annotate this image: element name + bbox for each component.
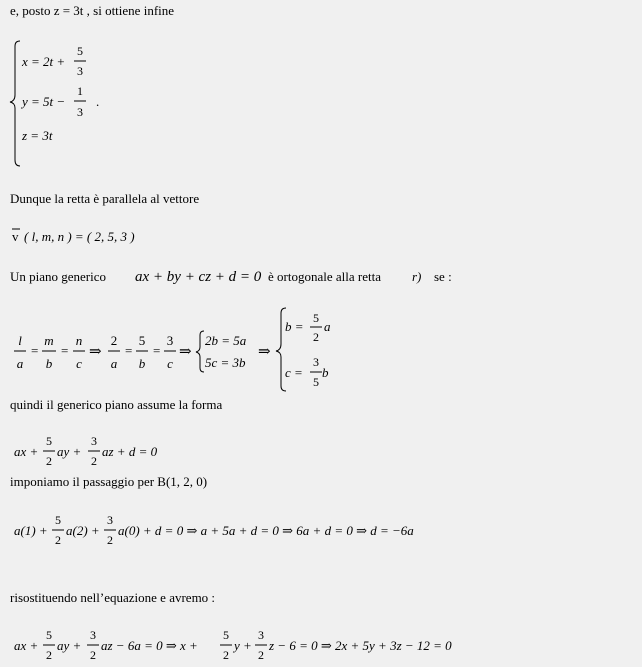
parallel-line: Dunque la retta è parallela al vettore [10, 191, 200, 206]
svg-text:b: b [322, 365, 329, 380]
svg-text:2: 2 [91, 454, 97, 468]
system-2-brace [196, 331, 204, 372]
svg-text:a(0) + d = 0 ⇒ a + 5a + d = 0: a(0) + d = 0 ⇒ a + 5a + d = 0 ⇒ 6a + d = 0 ⇒ d = −6a [118, 523, 414, 538]
svg-text:2: 2 [46, 648, 52, 662]
svg-text:2: 2 [223, 648, 229, 662]
svg-text:=: = [153, 343, 161, 358]
svg-text:2: 2 [107, 533, 113, 547]
svg-text:c: c [167, 356, 173, 371]
svg-text:5: 5 [46, 434, 52, 448]
svg-text:3: 3 [107, 513, 113, 527]
b-equation: b = [285, 319, 304, 334]
svg-text:c: c [76, 356, 82, 371]
equation-2b-5a: 2b = 5a [205, 333, 247, 348]
svg-text:3: 3 [166, 333, 174, 348]
plane-form [14, 434, 158, 468]
svg-text:ay +: ay + [57, 444, 82, 459]
x-fraction-den: 3 [77, 64, 83, 78]
intro-line: e, posto z = 3t , si ottiene infine [10, 3, 175, 18]
substitution [14, 513, 414, 547]
svg-text:5: 5 [313, 375, 319, 389]
svg-text:2: 2 [258, 648, 264, 662]
svg-text:⇒: ⇒ [89, 344, 102, 360]
svg-text:a(2) +: a(2) + [66, 523, 100, 538]
svg-text:è ortogonale alla retta: è ortogonale alla retta [268, 269, 381, 284]
svg-text:2: 2 [55, 533, 61, 547]
equation-5c-3b: 5c = 3b [205, 355, 246, 370]
y-equation: y = 5t − [22, 94, 66, 109]
x-fraction-num: 5 [77, 44, 83, 58]
svg-text:Un piano generico: Un piano generico [10, 269, 107, 284]
vector-components: ( l, m, n ) = ( 2, 5, 3 ) [24, 229, 135, 244]
y-fraction-num: 1 [77, 84, 83, 98]
svg-text:5: 5 [138, 333, 146, 348]
svg-text:=: = [61, 343, 69, 358]
svg-text:2: 2 [313, 330, 319, 344]
svg-text:se :: se : [434, 269, 452, 284]
final-equation [14, 628, 452, 662]
x-equation: x = 2t + [22, 54, 66, 69]
svg-text:r): r) [412, 269, 422, 284]
y-fraction-den: 3 [77, 105, 83, 119]
vector-v: v [12, 229, 19, 244]
c-equation: c = [285, 365, 303, 380]
svg-text:5: 5 [46, 628, 52, 642]
svg-text:=: = [31, 343, 39, 358]
svg-text:5: 5 [223, 628, 229, 642]
svg-text:ax +: ax + [14, 638, 39, 653]
svg-text:3: 3 [313, 355, 319, 369]
svg-text:5: 5 [55, 513, 61, 527]
svg-text:3: 3 [258, 628, 264, 642]
svg-text:a: a [324, 319, 331, 334]
svg-text:2: 2 [90, 648, 96, 662]
vector-expression [12, 229, 135, 244]
svg-text:2: 2 [46, 454, 52, 468]
svg-text:a: a [16, 356, 24, 371]
svg-text:az − 6a = 0 ⇒ x +: az − 6a = 0 ⇒ x + [101, 638, 198, 653]
svg-text:z − 6 = 0 ⇒ 2x + 5y + 3z − 12: z − 6 = 0 ⇒ 2x + 5y + 3z − 12 = 0 [269, 638, 452, 653]
resubstitute-line: risostituendo nell’equazione e avremo : [10, 590, 216, 605]
svg-text:a(1) +: a(1) + [14, 523, 48, 538]
plane-equation: ax + by + cz + d = 0 [135, 269, 262, 285]
svg-text:n: n [75, 333, 83, 348]
svg-text:b: b [138, 356, 146, 371]
ratios-chain [14, 308, 331, 391]
z-equation: z = 3t [22, 128, 53, 143]
svg-text:⇒: ⇒ [179, 344, 192, 360]
svg-text:l: l [18, 333, 22, 348]
system-1-dot: . [96, 94, 100, 109]
svg-text:ax +: ax + [14, 444, 39, 459]
svg-text:3: 3 [90, 628, 96, 642]
svg-text:y +: y + [234, 638, 252, 653]
svg-text:2: 2 [110, 333, 118, 348]
form-line: quindi il generico piano assume la forma [10, 397, 223, 412]
passage-line: imponiamo il passaggio per B(1, 2, 0) [10, 474, 208, 489]
svg-text:3: 3 [91, 434, 97, 448]
svg-text:a: a [110, 356, 118, 371]
svg-text:b: b [45, 356, 53, 371]
svg-text:⇒: ⇒ [258, 344, 271, 360]
svg-text:ay +: ay + [57, 638, 82, 653]
svg-text:=: = [125, 343, 133, 358]
system-1 [10, 41, 99, 166]
system-1-brace [10, 41, 20, 166]
svg-text:m: m [44, 333, 54, 348]
orthogonal-line [10, 269, 452, 285]
svg-text:az + d = 0: az + d = 0 [102, 444, 158, 459]
svg-text:5: 5 [313, 311, 319, 325]
